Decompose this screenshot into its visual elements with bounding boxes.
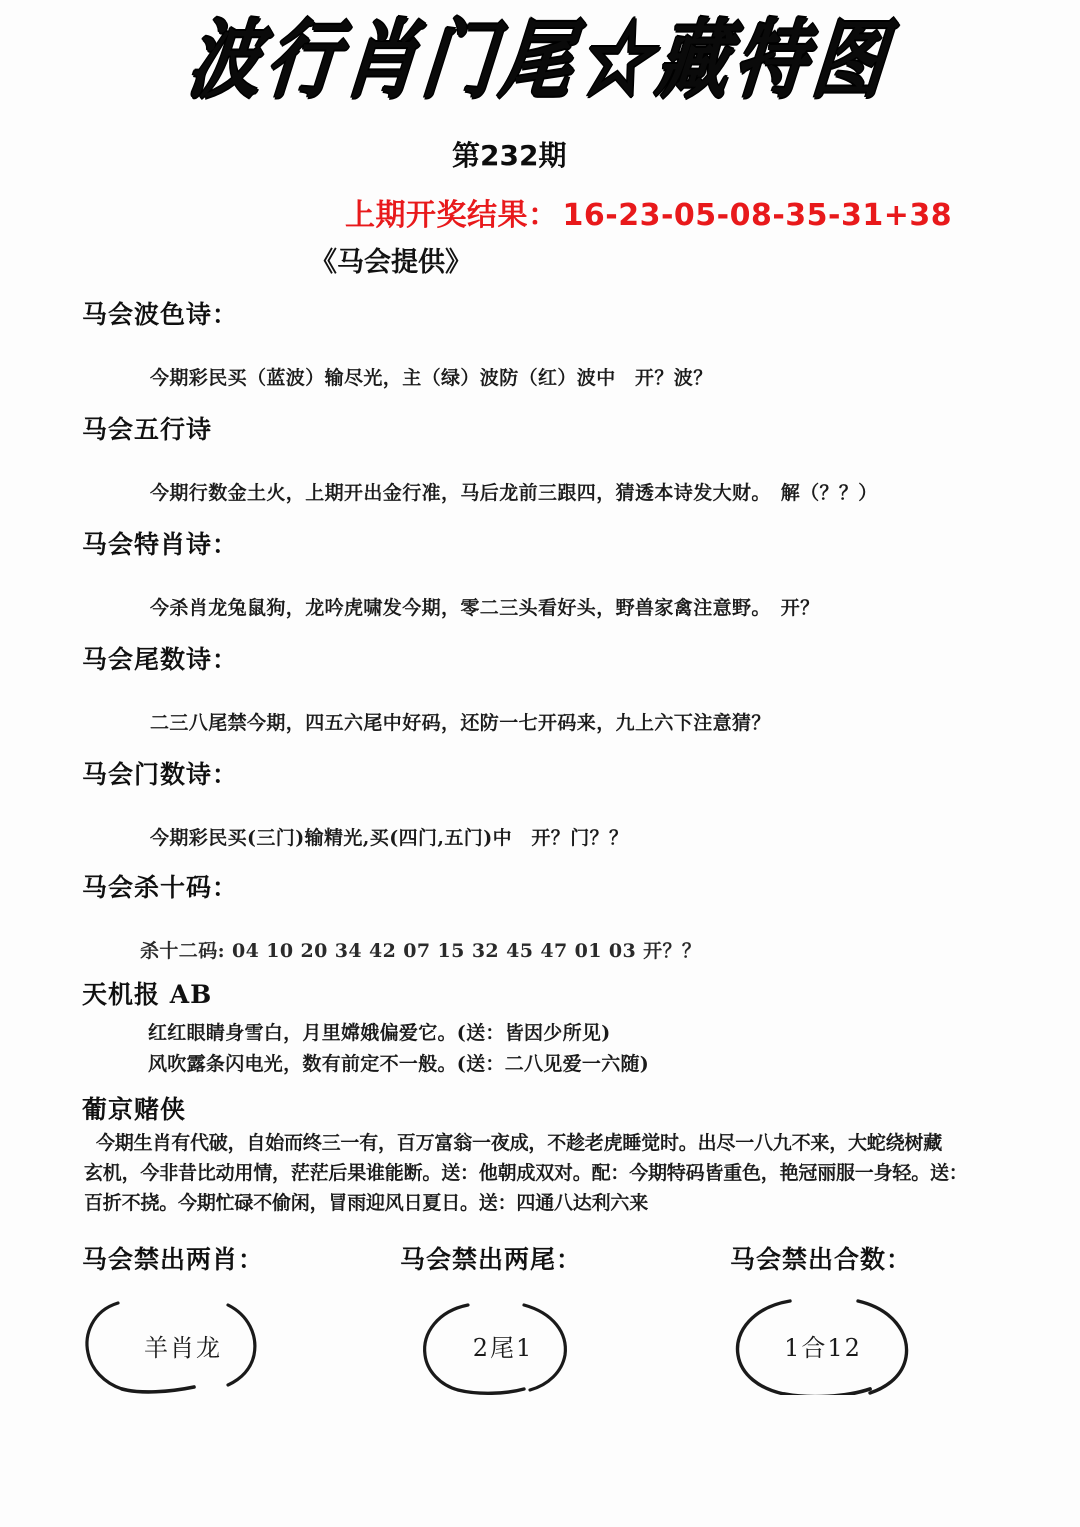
section-heading: 马会尾数诗： bbox=[82, 645, 239, 674]
oval-sum bbox=[718, 1295, 928, 1395]
forbidden-label-zodiac: 马会禁出两肖： bbox=[82, 1245, 265, 1274]
pujing-line: 今期生肖有代破，自始而终三一有，百万富翁一夜成，不趁老虎睡觉时。出尽一八九不来，大蛇绕树藏 bbox=[96, 1132, 943, 1154]
tianji-line: 红红眼睛身雪白，月里嫦娥偏爱它。(送：皆因少所见) bbox=[148, 1022, 611, 1044]
forbidden-ovals-row bbox=[0, 1295, 1080, 1405]
section-heading: 马会波色诗： bbox=[82, 300, 239, 329]
oval-value: 羊肖龙 bbox=[144, 1333, 222, 1362]
previous-draw-result bbox=[345, 190, 952, 234]
pujing-line: 百折不挠。今期忙碌不偷闲，冒雨迎风日夏日。送：四通八达利六来 bbox=[84, 1192, 649, 1214]
section-heading: 马会五行诗 bbox=[82, 415, 213, 444]
source-attribution: 《马会提供》 bbox=[310, 247, 472, 278]
issue-number: 第232期 bbox=[452, 139, 567, 172]
section-verse: 今期彩民买（蓝波）输尽光，主（绿）波防（红）波中 开？波？ bbox=[150, 367, 713, 389]
oval-value: 1合12 bbox=[784, 1333, 862, 1362]
previous-draw-label: 上期开奖结果： bbox=[345, 198, 559, 233]
oval-tail bbox=[398, 1295, 608, 1395]
section-verse: 杀十二码: 04 10 20 34 42 07 15 32 45 47 01 03 开？？ bbox=[140, 940, 702, 962]
pujing-line: 玄机，今非昔比动用情，茫茫后果谁能断。送：他朝成双对。配：今期特码皆重色，艳冠丽服一身轻。送： bbox=[84, 1162, 968, 1184]
tianji-line: 风吹露条闪电光，数有前定不一般。(送：二八见爱一六随) bbox=[148, 1053, 650, 1075]
section-heading: 马会特肖诗： bbox=[82, 530, 239, 559]
forbidden-label-tail: 马会禁出两尾： bbox=[400, 1245, 583, 1274]
oval-value: 2尾1 bbox=[472, 1333, 534, 1362]
section-verse: 今杀肖龙兔鼠狗，龙吟虎啸发今期，零二三头看好头，野兽家禽注意野。 开？ bbox=[150, 597, 820, 619]
oval-zodiac bbox=[78, 1295, 288, 1395]
section-heading: 葡京赌侠 bbox=[82, 1095, 187, 1124]
section-verse: 二三八尾禁今期，四五六尾中好码，还防一七开码来，九上六下注意猜？ bbox=[150, 712, 771, 734]
document-title-banner bbox=[0, 9, 1080, 110]
previous-draw-numbers: 16-23-05-08-35-31+38 bbox=[562, 198, 953, 233]
section-verse: 今期行数金土火，上期开出金行准，马后龙前三跟四，猜透本诗发大财。 解（？？） bbox=[150, 482, 878, 504]
section-verse: 今期彩民买(三门)输精光,买(四门,五门)中 开？门？？ bbox=[150, 827, 629, 849]
page-title: 波行肖门尾☆藏特图 bbox=[183, 9, 897, 110]
section-heading: 天机报 AB bbox=[82, 980, 213, 1009]
forbidden-label-sum: 马会禁出合数： bbox=[730, 1245, 913, 1274]
section-heading: 马会门数诗： bbox=[82, 760, 239, 789]
section-heading: 马会杀十码： bbox=[82, 873, 239, 902]
